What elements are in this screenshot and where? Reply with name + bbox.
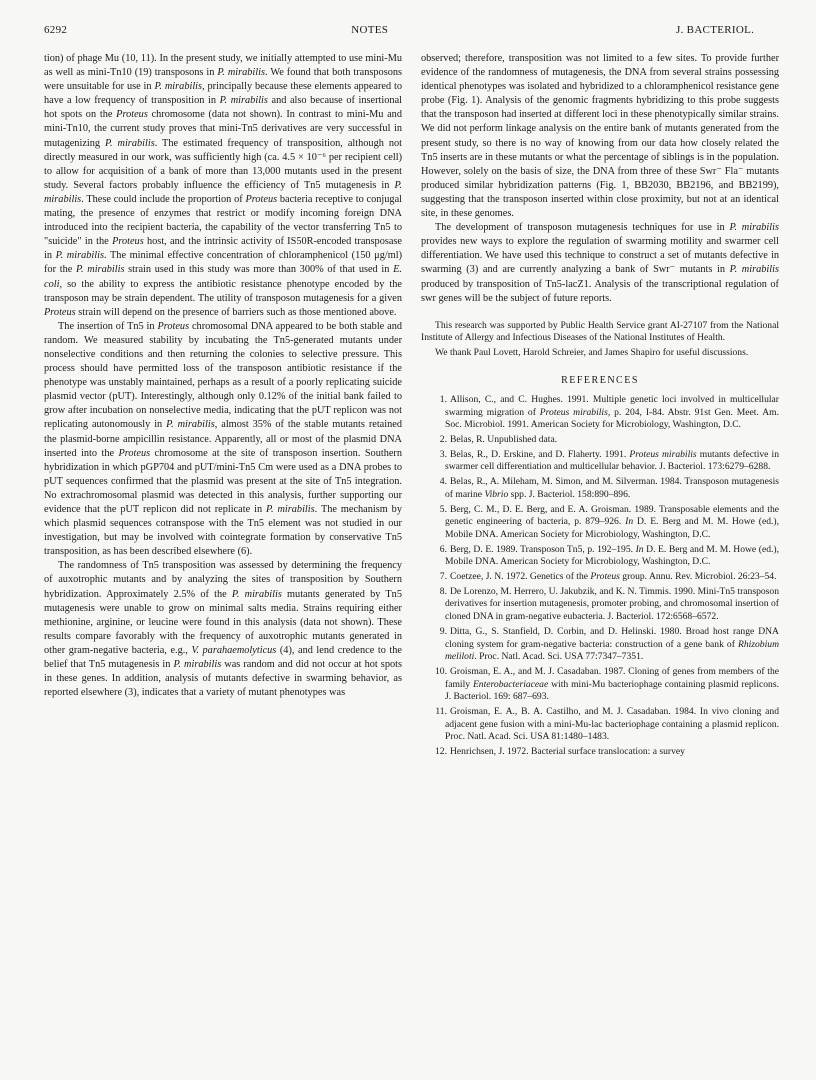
reference-item	[421, 626, 779, 664]
reference-text: Berg, D. E. 1989. Transposon Tn5, p. 192–195. In D. E. Berg and M. M. Howe (ed.), Mobile DNA. American Society for Microbiology, Washington, D.C.	[445, 543, 779, 568]
reference-item	[421, 504, 779, 542]
reference-item	[421, 544, 779, 569]
reference-number: 9.	[439, 625, 447, 637]
acknowledgment-thanks: We thank Paul Lovett, Harold Schreier, and James Shapiro for useful discussions.	[435, 347, 749, 359]
reference-item	[421, 586, 779, 624]
reference-text: Coetzee, J. N. 1972. Genetics of the Proteus group. Annu. Rev. Microbiol. 26:23–54.	[450, 571, 777, 583]
paragraph: The development of transposon mutagenesis techniques for use in P. mirabilis provides new ways to explore the regulation of swarming motility and swarmer cell differentiation. We have used this technique to construct a set of mutants defective in swarming (3) and are currently analyzing a bank of Swr⁻ mutants in P. mirabilis produced by transposition of Tn5-lacZ1. Analysis of the transcriptional regulation of swr genes will be the subject of future reports.	[421, 222, 779, 304]
page-number: 6292	[44, 24, 68, 36]
reference-item	[421, 666, 779, 704]
reference-list	[421, 394, 779, 759]
right-column	[421, 52, 779, 761]
acknowledgment-funding: This research was supported by Public Health Service grant AI-27107 from the National Institute of Allergy and Infectious Diseases of the National Institutes of Health.	[421, 319, 779, 344]
reference-number: 2.	[439, 434, 447, 445]
page-header-left	[44, 24, 388, 36]
reference-number: 11.	[435, 706, 447, 718]
reference-item	[421, 706, 779, 744]
reference-item	[421, 746, 779, 759]
reference-number: 10.	[435, 665, 447, 677]
section-label: NOTES	[351, 24, 389, 36]
reference-text: Ditta, G., S. Stanfield, D. Corbin, and D. Helinski. 1980. Broad host range DNA cloning system for gram-negative bacteria: construction of a gene bank of Rhizobium meliloti. Proc. Natl. Acad. Sci. USA 77:7347–7351.	[445, 625, 779, 663]
reference-text: Berg, C. M., D. E. Berg, and E. A. Groisman. 1989. Transposable elements and the genetic engineering of bacteria, p. 879–926. In D. E. Berg and M. M. Howe (ed.), Mobile DNA. American Society for Microbiology, Washington, D.C.	[445, 503, 779, 540]
reference-item	[421, 571, 779, 584]
reference-item	[421, 449, 779, 474]
reference-number: 5.	[439, 503, 447, 515]
reference-text: De Lorenzo, M. Herrero, U. Jakubzik, and K. N. Timmis. 1990. Mini-Tn5 transposon derivatives for insertion mutagenesis, promoter probing, and chromosomal insertion of cloned DNA in gram-negative eubacteria. J. Bacteriol. 172:6568–6572.	[445, 585, 779, 623]
reference-text: Henrichsen, J. 1972. Bacterial surface translocation: a survey	[450, 746, 685, 758]
reference-number: 12.	[435, 746, 447, 758]
paragraph: The randomness of Tn5 transposition was assessed by determining the frequency of auxotrophic mutants and by analyzing the sites of transposition by Southern hybridization. Approximately 2.5% of the P. mirabilis mutants generated by Tn5 mutagenesis were unable to grow on minimal salts media. Strains requiring either methionine, arginine, or leucine were found in this analysis (data not shown). These results compare favorably with the frequency of auxotrophic mutants generated in other gram-negative bacteria, e.g., V. parahaemolyticus (4), and lend credence to the belief that Tn5 mutagenesis in P. mirabilis was random and did not occur at hot spots in these genes. In addition, analysis of mutants defective in swarming behavior, as reported elsewhere (3), indicates that a variety of mutant phenotypes was	[44, 560, 402, 699]
reference-text: Groisman, E. A., B. A. Castilho, and M. J. Casadaban. 1984. In vivo cloning and adjacent gene fusion with a mini-Mu-lac bacteriophage containing a plasmid replicon. Proc. Natl. Acad. Sci. USA 81:1480–1483.	[445, 706, 779, 743]
reference-item	[421, 434, 779, 447]
journal-name: J. BACTERIOL.	[676, 24, 755, 36]
reference-item	[421, 394, 779, 432]
reference-text: Belas, R. Unpublished data.	[450, 434, 558, 445]
references-heading: REFERENCES	[561, 374, 639, 386]
paragraph: The insertion of Tn5 in Proteus chromosomal DNA appeared to be both stable and random. We measured stability by incubating the Tn5-generated mutants under nonselective conditions and then returning the colonies to selective pressure. This process should have permitted loss of the transposon antibiotic resistance if the phenotype was unstably maintained, perhaps as a result of a poorly replicating suicide plasmid vector (pUT). Interestingly, although only 0.12% of the initial bank failed to grow after incubation on nonselective media, indicating that the pUT replicon was not replicating autonomously in P. mirabilis, almost 35% of the stable mutants retained the plasmid-borne ampicillin resistance. Apparently, all or most of the plasmid DNA inserted into the Proteus chromosome at the site of transposon insertion. Southern hybridization in which pGP704 and pUT/mini-Tn5 Cm were used as a DNA probes to pUT sequences confirmed that the plasmid was present at the site of Tn5 integration. No extrachromosomal plasmid was detected in this analysis, further supporting our evidence that the pUT replicon did not replicate in P. mirabilis. The mechanism by which plasmid sequences cotranspose with the Tn5 element was not studied in our investigation, but may be involved with cointegrate formation by conservative Tn5 transposition, as has been described elsewhere (6).	[44, 320, 402, 558]
paragraph: observed; therefore, transposition was not limited to a few sites. To provide further evidence of the randomness of mutagenesis, the DNA from several strains possessing identical phenotypes was isolated and hybridized to a chloramphenicol resistance gene probe (Fig. 1). Analysis of the genomic fragments hybridizing to this probe suggests that the transposon had inserted at different loci in these phenotypically similar strains. We did not perform linkage analysis on the entire bank of mutants generated from the present study, so there is no way of knowing from our data how closely related the Tn5 inserts are in these mutants or what the percentage of siblings is in the population. However, solely on the basis of size, the DNA from three of these Swr⁻ Fla⁻ mutants produced similar hybridization patterns (Fig. 1, BB2030, BB2196, and BB2199), suggesting that the transposon inserted within close proximity, but not at an identical site, in these genomes.	[421, 53, 779, 220]
reference-text: Groisman, E. A., and M. J. Casadaban. 1987. Cloning of genes from members of the family Enterobacteriaceae with mini-Mu bacteriophage containing plasmid replicons. J. Bacteriol. 169: 687–693.	[445, 665, 779, 703]
reference-number: 6.	[439, 543, 447, 555]
paragraph: tion) of phage Mu (10, 11). In the present study, we initially attempted to use mini-Mu as well as mini-Tn10 (19) transposons in P. mirabilis. We found that both transposons were unsuitable for use in P. mirabilis, principally because these elements appeared to have a low frequency of transposition in P. mirabilis and also because of insertional hot spots on the Proteus chromosome (data not shown). In contrast to mini-Mu and mini-Tn10, the current study proves that mini-Tn5 derivatives are very successful in mutagenizing P. mirabilis. The estimated frequency of transposition, although not directly measured in our work, was sufficiently high (ca. 4.5 × 10⁻⁶ per recipient cell) to allow for acquisition of a bank of more than 13,000 mutants used in the present study. Several factors probably influence the efficiency of Tn5 mutagenesis in P. mirabilis. These could include the proportion of Proteus bacteria receptive to conjugal mating, the presence of enzymes that restrict or modify incoming foreign DNA introduced into the recipient bacteria, the capability of the vector transferring Tn5 to "suicide" in the Proteus host, and the intrinsic activity of IS50R-encoded transposase in P. mirabilis. The minimal effective concentration of chloramphenicol (150 μg/ml) for the P. mirabilis strain used in this study was more than 300% of that used in E. coli, so the ability to express the antibiotic resistance phenotype encoded by the transposon may be strain dependent. The utility of transposon mutagenesis for a given Proteus strain will depend on the presence of barriers such as those mentioned above.	[44, 53, 403, 318]
reference-text: Allison, C., and C. Hughes. 1991. Multiple genetic loci involved in multicellular swarming migration of Proteus mirabilis, p. 204, I-84. Abstr. 91st Gen. Meet. Am. Soc. Microbiol. 1991. American Society for Microbiology, Washington, D.C.	[445, 393, 780, 431]
reference-number: 4.	[439, 476, 447, 488]
reference-number: 1.	[439, 393, 447, 405]
reference-text: Belas, R., A. Mileham, M. Simon, and M. Silverman. 1984. Transposon mutagenesis of marine Vibrio spp. J. Bacteriol. 158:890–896.	[445, 476, 779, 500]
reference-number: 3.	[439, 448, 447, 460]
reference-number: 8.	[439, 585, 447, 597]
reference-item	[421, 476, 779, 501]
reference-text: Belas, R., D. Erskine, and D. Flaherty. 1991. Proteus mirabilis mutants defective in swarmer cell differentiation and multicellular behavior. J. Bacteriol. 173:6279–6288.	[445, 448, 779, 473]
left-column	[44, 52, 402, 700]
reference-number: 7.	[439, 571, 447, 583]
